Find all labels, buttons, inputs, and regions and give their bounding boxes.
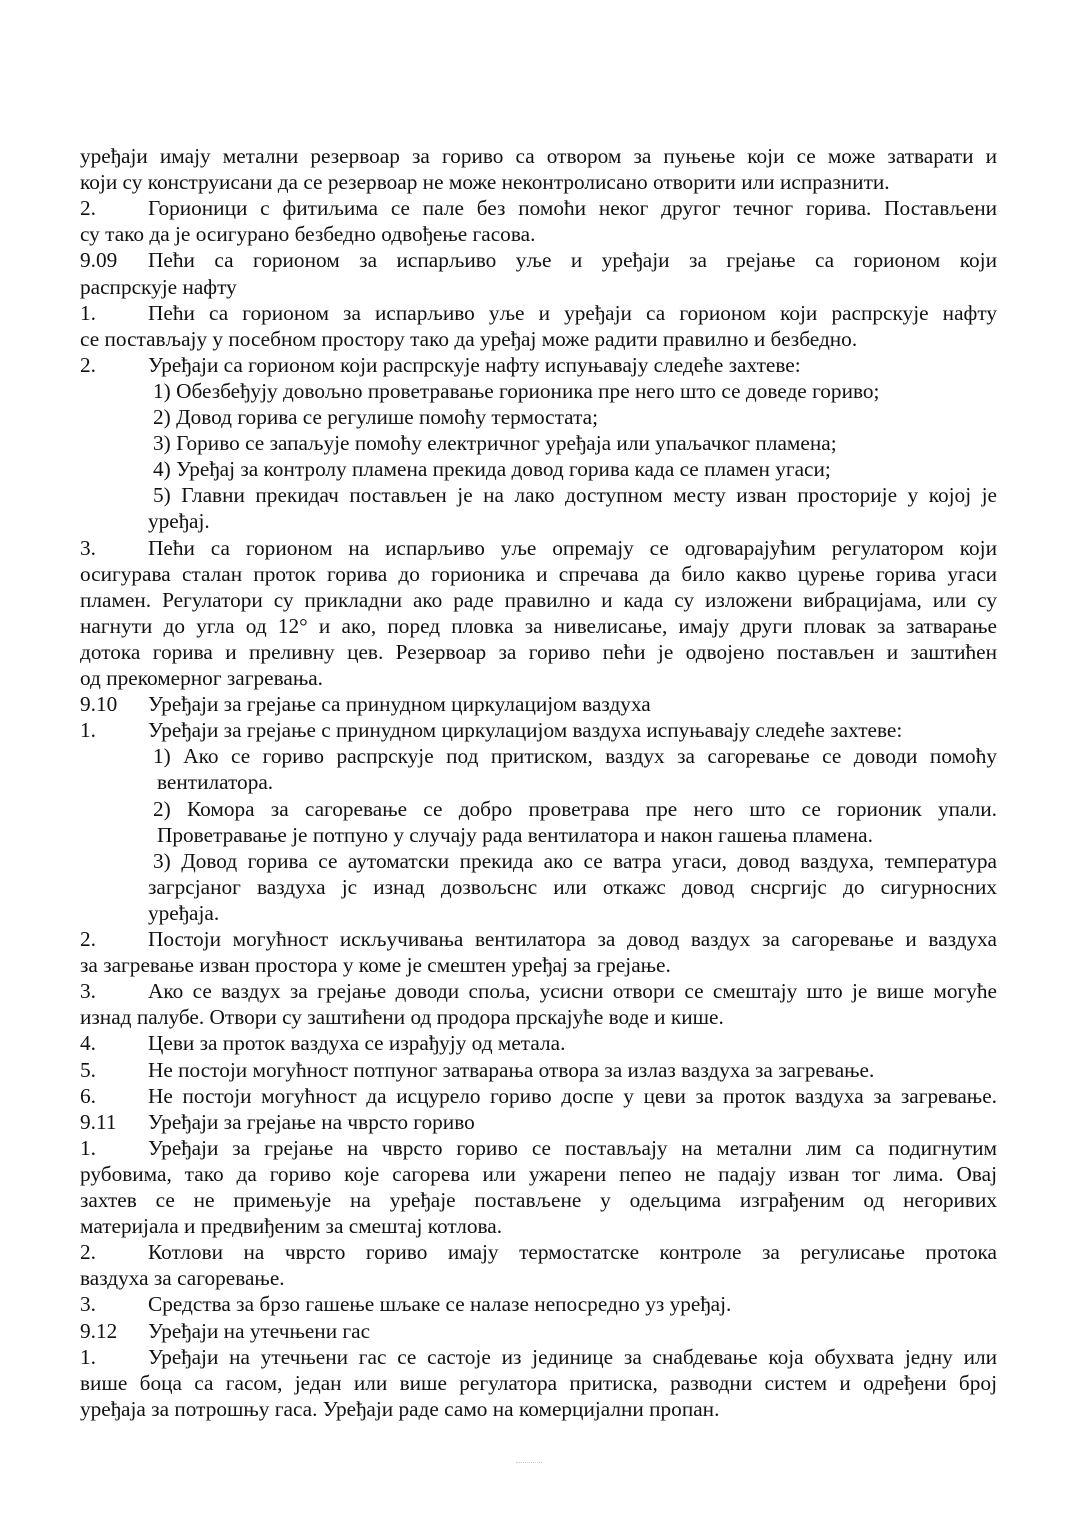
text-line: 2) Комора за сагоревање се добро проветрава пре него што се горионик упали. [153, 796, 997, 821]
item-number: 9.11 [80, 1109, 117, 1134]
text-line: Уређаји за грејање са принудном циркулацијом ваздуха [148, 692, 651, 717]
text-line: за загревање изван простора у коме је смештен уређај за грејање. [80, 953, 671, 978]
text-line: захтев се не примењује на уређаје постављене у одељцима изграђеним од негоривих [80, 1188, 997, 1212]
text-line: су тако да је осигурано безбедно одвођење гасова. [80, 222, 536, 247]
text-line: се постављају у посебном простору тако да уређај може радити правилно и безбедно. [80, 326, 858, 351]
text-line: Не постоји могућност да исцурело гориво доспе у цеви за проток ваздуха за загревање. [148, 1083, 997, 1108]
text-line: Уређаји на утечњени гас се састоје из јединице за снабдевање која обухвата једну или [148, 1344, 997, 1369]
text-line: Средства за брзо гашење шљаке се налазе непосредно уз уређај. [148, 1292, 732, 1317]
item-number: 3. [80, 979, 96, 1004]
text-line: који су конструисани да се резервоар не може неконтролисано отворити или испразнити. [80, 170, 890, 195]
item-number: 2. [80, 927, 96, 951]
text-line: Котлови на чврсто гориво имају термостатске контроле за регулисање протока [148, 1240, 997, 1265]
text-line: рубовима, тако да гориво које сагорева или ужарени пепео не падају изван тог лима. Овај [80, 1161, 997, 1186]
text-line: загрсјаног ваздуха јс изнад дозвољснс или откажс довод снсргијс до сигурносних [148, 874, 997, 899]
item-number: 2. [80, 1240, 96, 1265]
item-number: 2. [80, 352, 96, 377]
item-number: 3. [80, 1292, 96, 1317]
text-line: изнад палубе. Отвори су заштићени од продора прскајуће воде и кише. [80, 1005, 724, 1030]
text-line: више боца са гасом, један или више регулатора притиска, разводни систем и одређени број [80, 1370, 997, 1395]
text-line: распрскује нафту [80, 274, 237, 299]
text-line: Уређаји за грејање с принудном циркулацијом ваздуха испуњавају следеће захтеве: [148, 718, 903, 743]
text-line: Пећи са горионом за испарљиво уље и уређаји за грејање са горионом који [148, 248, 997, 273]
text-line: уређаја. [148, 900, 220, 925]
item-number: 9.12 [80, 1318, 118, 1343]
text-line: 2) Довод горива се регулише помоћу термостата; [153, 405, 599, 429]
text-line: 3) Гориво се запаљује помоћу електричног уређаја или упаљачког пламена; [153, 431, 837, 456]
text-line: 5) Главни прекидач постављен је на лако доступном месту изван просторије у којој је [153, 483, 997, 508]
text-line: Постоји могућност искључивања вентилатора за довод ваздух за сагоревање и ваздуха [148, 927, 997, 951]
item-number: 3. [80, 535, 96, 560]
text-line: 3) Довод горива се аутоматски прекида ако се ватра угаси, довод ваздуха, температура [153, 848, 997, 873]
text-line: од прекомерног загревања. [80, 666, 323, 690]
text-line: нагнути до угла од 12° и ако, поред пловка за нивелисање, имају други пловак за затварање [80, 613, 997, 638]
item-number: 1. [80, 718, 96, 743]
text-line: осигурава сталан проток горива до гориoника и спречава да било какво цурење горива угаси [80, 561, 997, 586]
text-line: ваздуха за сагоревање. [80, 1266, 285, 1291]
text-line: 1) Обезбеђују довољно проветравање гориoника пре него што се доведе гориво; [153, 378, 880, 403]
text-line: Ако се ваздух за грејање доводи споља, усисни отвори се смештају што је више могуће [148, 979, 997, 1004]
text-line: Уређаји на утечњени гас [148, 1318, 371, 1343]
text-line: дотока горива и преливну цев. Резервоар за гориво пећи је одвојено постављен и заштићен [80, 639, 997, 664]
text-line: Не постоји могућност потпуног затварања отвора за излаз ваздуха за загревање. [148, 1057, 875, 1082]
text-line: уређај. [148, 509, 210, 534]
text-line: уређаји имају метални резервоар за гориво са отвором за пуњење који се може затварати и [80, 144, 997, 168]
item-number: 2. [80, 196, 96, 221]
item-number: 1. [80, 300, 96, 325]
item-number: 5. [80, 1057, 96, 1082]
text-line: Пећи са горионом за испарљиво уље и уређаји са горионом који распрскује нафту [148, 300, 997, 325]
text-line: Проветравање је потпуно у случају рада вентилатора и након гашења пламена. [157, 822, 873, 847]
text-line: пламен. Регулатори су прикладни ако раде правилно и када су изложени вибрацијама, или су [80, 587, 997, 612]
item-number: 1. [80, 1344, 96, 1369]
text-line: Цеви за проток ваздуха се израђују од метала. [148, 1031, 566, 1056]
text-line: Горионици с фитиљима се пале без помоћи неког другог течног горива. Постављени [148, 196, 997, 221]
text-line: материјала и предвиђеним за смештај котлова. [80, 1214, 503, 1239]
text-line: Уређаји са горионом који распрскује нафту испуњавају следеће захтеве: [148, 352, 801, 377]
item-number: 1. [80, 1135, 96, 1160]
item-number: 4. [80, 1031, 96, 1056]
text-line: Пећи са горионом на испарљиво уље опремају се одговарајућим регулатором који [148, 535, 997, 560]
item-number: 9.10 [80, 692, 118, 717]
item-number: 6. [80, 1083, 96, 1108]
item-number: 9.09 [80, 248, 118, 273]
text-line: вентилатора. [157, 770, 274, 795]
text-line: Уређаји за грејање на чврсто гориво [148, 1109, 475, 1134]
text-line: уређаја за потрошњу гаса. Уређаји раде само на комерцијални пропан. [80, 1396, 720, 1421]
text-line: 1) Ако се гориво распрскује под притиском, ваздух за сагоревање се доводи помоћу [153, 744, 997, 769]
text-line: 4) Уређај за контролу пламена прекида довод горива када се пламен угаси; [153, 457, 831, 482]
page-number-artifact [516, 1462, 542, 1465]
text-line: Уређаји за грејање на чврсто гориво се постављају на метални лим са подигнутим [148, 1135, 997, 1160]
